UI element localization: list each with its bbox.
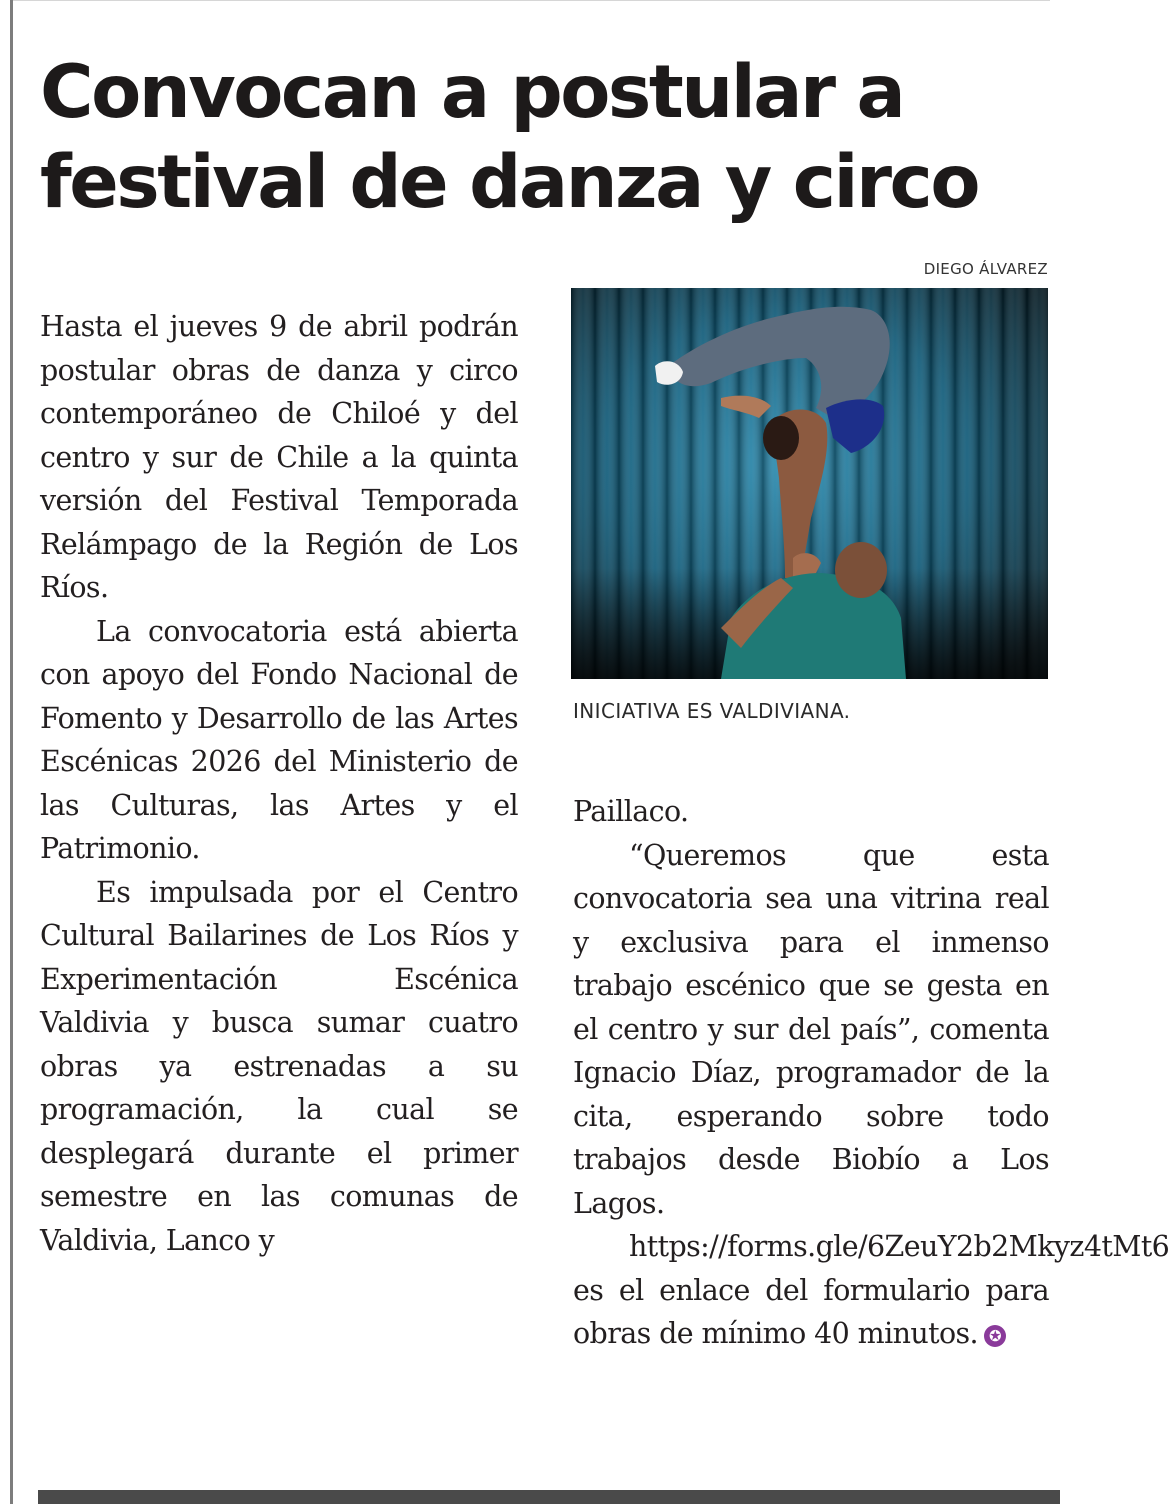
bottom-border <box>38 1490 1060 1504</box>
article-body-right-column <box>573 790 1169 1356</box>
acrobats-photo-illustration <box>571 288 1048 679</box>
left-column-rule <box>10 0 13 1504</box>
paragraph-1: Hasta el jueves 9 de abril podrán postular obras de danza y circo contemporáneo de Chiloé y del centro y sur de Chile a la quinta versión del Festival Temporada Relámpago de la Región de Los Ríos. <box>40 310 518 604</box>
paragraph-3-continued: Paillaco. <box>573 795 689 828</box>
paragraph-3: Es impulsada por el Centro Cultural Bailarines de Los Ríos y Experimentación Escénica Valdivia y busca sumar cuatro obras ya estrenadas a su programación, la cual se desplegará durante el primer semestre en las comunas de Valdivia, Lanco y <box>40 875 518 1257</box>
photo-credit: DIEGO ÁLVAREZ <box>923 260 1048 278</box>
article-body-left-column <box>40 305 518 1262</box>
end-of-article-icon: ✪ <box>984 1325 1006 1347</box>
paragraph-2: La convocatoria está abierta con apoyo del Fondo Nacional de Fomento y Desarrollo de las Artes Escénicas 2026 del Ministerio de las Culturas, las Artes y el Patrimonio. <box>40 614 518 865</box>
link-paragraph-text: https://forms.gle/6ZeuY2b2Mkyz4tMt6 es el enlace del formulario para obras de mínimo 40 minutos. <box>573 1230 1169 1350</box>
quote-paragraph: “Queremos que esta convocatoria sea una vitrina real y exclusiva para el inmenso trabajo escénico que se gesta en el centro y sur del país”, comenta Ignacio Díaz, programador de la cita, esperando sobre todo trabajos desde Biobío a Los Lagos. <box>573 838 1049 1220</box>
article-headline: Convocan a postular a festival de danza y circo <box>40 50 978 225</box>
top-border <box>10 0 1050 1</box>
article-photo <box>571 288 1048 679</box>
photo-caption: INICIATIVA ES VALDIVIANA. <box>573 699 851 723</box>
link-paragraph <box>573 1225 1169 1356</box>
